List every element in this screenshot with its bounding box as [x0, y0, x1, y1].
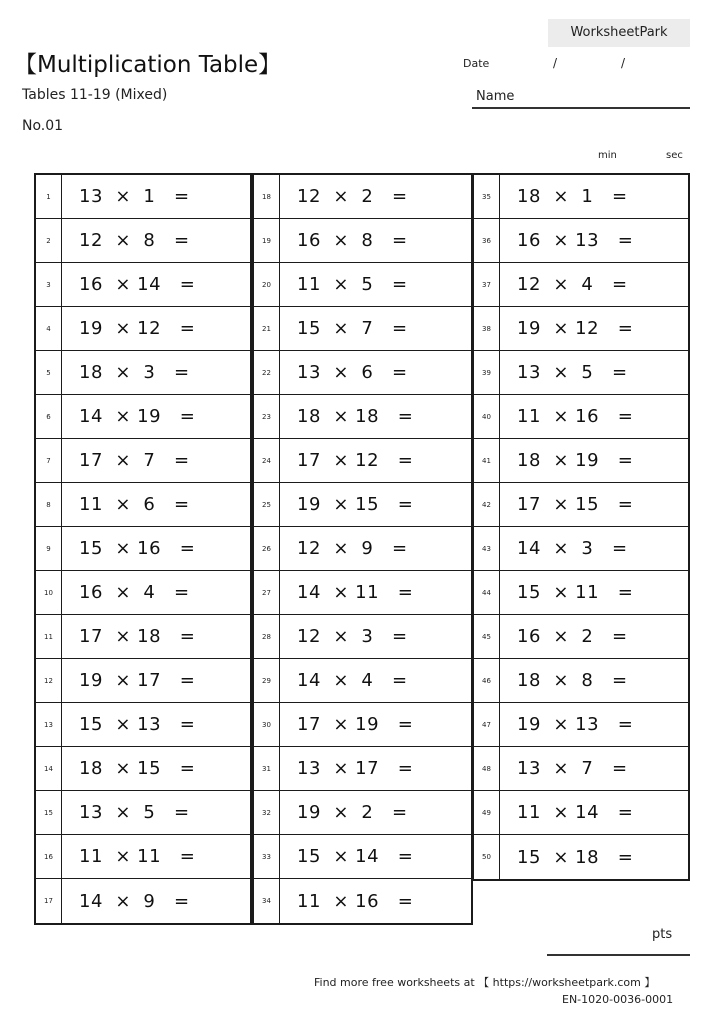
problem-row	[474, 175, 688, 219]
problem-number: 49	[474, 791, 500, 834]
problem-number: 30	[254, 703, 280, 746]
problem-number: 32	[254, 791, 280, 834]
problem-number: 22	[254, 351, 280, 394]
problem-text: 14 × 3 =	[517, 538, 628, 559]
problem-row	[474, 351, 688, 395]
problem-row	[36, 483, 250, 527]
problem-number: 33	[254, 835, 280, 878]
date-label: Date	[463, 57, 490, 70]
problem-number: 17	[36, 879, 62, 923]
problem-row	[254, 307, 471, 351]
problem-row	[474, 835, 688, 879]
problem-column-2	[252, 173, 473, 925]
problem-number: 37	[474, 263, 500, 306]
problem-text: 11 × 16 =	[297, 890, 414, 912]
problem-text: 19 × 12 =	[517, 318, 634, 339]
problem-number: 21	[254, 307, 280, 350]
problem-row	[254, 263, 471, 307]
problem-row	[474, 219, 688, 263]
problem-column-3	[472, 173, 690, 881]
problem-text: 14 × 9 =	[79, 890, 190, 912]
problem-row	[36, 307, 250, 351]
problem-number: 5	[36, 351, 62, 394]
worksheet-code: EN-1020-0036-0001	[562, 993, 674, 1006]
problem-number: 48	[474, 747, 500, 790]
problem-number: 45	[474, 615, 500, 658]
problem-number: 18	[254, 175, 280, 218]
problem-number: 10	[36, 571, 62, 614]
problem-row	[474, 571, 688, 615]
problem-text: 18 × 15 =	[79, 758, 196, 779]
problem-row	[254, 351, 471, 395]
problem-text: 15 × 16 =	[79, 538, 196, 559]
problem-number: 38	[474, 307, 500, 350]
problem-number: 26	[254, 527, 280, 570]
problem-number: 46	[474, 659, 500, 702]
problem-row	[36, 219, 250, 263]
problem-row	[254, 483, 471, 527]
problem-text: 17 × 15 =	[517, 494, 634, 515]
problem-text: 13 × 5 =	[79, 802, 190, 823]
problem-row	[474, 659, 688, 703]
problem-text: 16 × 4 =	[79, 582, 190, 603]
problem-number: 29	[254, 659, 280, 702]
problem-row	[36, 659, 250, 703]
problem-number: 47	[474, 703, 500, 746]
problem-number: 24	[254, 439, 280, 482]
problem-text: 18 × 19 =	[517, 450, 634, 471]
problem-number: 34	[254, 879, 280, 923]
problem-text: 19 × 2 =	[297, 802, 408, 823]
problem-text: 13 × 7 =	[517, 758, 628, 779]
problem-text: 18 × 18 =	[297, 406, 414, 427]
problem-row	[254, 703, 471, 747]
problem-row	[474, 439, 688, 483]
problem-number: 3	[36, 263, 62, 306]
footer-text: Find more free worksheets at 【 https://worksheetpark.com 】	[314, 976, 656, 989]
problem-row	[254, 527, 471, 571]
problem-text: 19 × 12 =	[79, 318, 196, 339]
problem-number: 31	[254, 747, 280, 790]
problem-text: 12 × 3 =	[297, 626, 408, 647]
problem-column-1	[34, 173, 252, 925]
problem-row	[36, 351, 250, 395]
problem-number: 25	[254, 483, 280, 526]
brand-badge: WorksheetPark	[548, 19, 690, 47]
problem-number: 42	[474, 483, 500, 526]
problem-text: 17 × 7 =	[79, 450, 190, 471]
problem-row	[36, 703, 250, 747]
problem-row	[474, 615, 688, 659]
problem-text: 18 × 8 =	[517, 670, 628, 691]
problem-text: 16 × 2 =	[517, 626, 628, 647]
problem-row	[254, 835, 471, 879]
problem-text: 15 × 13 =	[79, 714, 196, 735]
problem-number: 40	[474, 395, 500, 438]
problem-text: 11 × 11 =	[79, 846, 196, 867]
problem-text: 17 × 19 =	[297, 714, 414, 735]
problem-row	[254, 175, 471, 219]
page-title: 【Multiplication Table】	[14, 52, 282, 78]
problem-row	[254, 439, 471, 483]
problem-number: 8	[36, 483, 62, 526]
problem-row	[36, 527, 250, 571]
problem-row	[36, 439, 250, 483]
problem-row	[474, 527, 688, 571]
problem-row	[36, 615, 250, 659]
problem-row	[474, 791, 688, 835]
problem-text: 19 × 15 =	[297, 494, 414, 515]
problem-text: 12 × 9 =	[297, 538, 408, 559]
problem-number: 13	[36, 703, 62, 746]
problem-text: 18 × 1 =	[517, 186, 628, 207]
points-label: pts	[652, 927, 673, 942]
problem-text: 15 × 11 =	[517, 582, 634, 603]
problem-text: 15 × 7 =	[297, 318, 408, 339]
problem-row	[36, 263, 250, 307]
problem-number: 44	[474, 571, 500, 614]
problem-text: 12 × 4 =	[517, 274, 628, 295]
problem-number: 4	[36, 307, 62, 350]
problem-text: 17 × 12 =	[297, 450, 414, 471]
problem-text: 13 × 1 =	[79, 186, 190, 207]
problem-row	[36, 175, 250, 219]
problem-row	[254, 395, 471, 439]
problem-row	[254, 571, 471, 615]
problem-row	[254, 879, 471, 923]
page-subtitle: Tables 11-19 (Mixed)	[22, 87, 168, 103]
problem-text: 17 × 18 =	[79, 626, 196, 647]
problem-number: 39	[474, 351, 500, 394]
problem-number: 2	[36, 219, 62, 262]
sec-label: sec	[666, 150, 683, 161]
problem-text: 16 × 8 =	[297, 230, 408, 251]
problem-text: 13 × 5 =	[517, 362, 628, 383]
problem-number: 19	[254, 219, 280, 262]
sheet-number: No.01	[22, 118, 64, 134]
problem-text: 13 × 17 =	[297, 758, 414, 779]
problem-number: 7	[36, 439, 62, 482]
problem-text: 12 × 8 =	[79, 230, 190, 251]
problem-number: 16	[36, 835, 62, 878]
problem-number: 50	[474, 835, 500, 879]
problem-number: 11	[36, 615, 62, 658]
problem-number: 9	[36, 527, 62, 570]
problem-number: 36	[474, 219, 500, 262]
problem-row	[36, 791, 250, 835]
problem-row	[254, 219, 471, 263]
problem-row	[36, 835, 250, 879]
problem-text: 12 × 2 =	[297, 186, 408, 207]
problem-row	[474, 483, 688, 527]
problem-row	[254, 659, 471, 703]
problem-row	[474, 307, 688, 351]
problem-number: 12	[36, 659, 62, 702]
problem-text: 11 × 5 =	[297, 274, 408, 295]
problem-text: 13 × 6 =	[297, 362, 408, 383]
min-label: min	[598, 150, 617, 161]
problem-text: 11 × 6 =	[79, 494, 190, 515]
date-separator: /	[621, 56, 626, 70]
problem-text: 14 × 11 =	[297, 582, 414, 603]
problem-row	[36, 747, 250, 791]
problem-text: 11 × 16 =	[517, 406, 634, 427]
problem-number: 14	[36, 747, 62, 790]
problem-text: 14 × 19 =	[79, 406, 196, 427]
problem-number: 1	[36, 175, 62, 218]
name-label: Name	[476, 89, 515, 104]
problem-text: 16 × 14 =	[79, 274, 196, 295]
problem-number: 20	[254, 263, 280, 306]
name-field-line[interactable]	[472, 107, 690, 109]
problem-number: 15	[36, 791, 62, 834]
date-separator: /	[553, 56, 558, 70]
problem-number: 35	[474, 175, 500, 218]
problem-row	[474, 395, 688, 439]
problem-row	[254, 791, 471, 835]
problem-number: 27	[254, 571, 280, 614]
problem-row	[254, 615, 471, 659]
problem-number: 41	[474, 439, 500, 482]
points-field-line[interactable]	[547, 954, 690, 956]
problem-text: 14 × 4 =	[297, 670, 408, 691]
problem-text: 19 × 13 =	[517, 714, 634, 735]
problem-text: 16 × 13 =	[517, 230, 634, 251]
problem-row	[254, 747, 471, 791]
problem-number: 23	[254, 395, 280, 438]
problem-row	[474, 703, 688, 747]
problem-text: 15 × 18 =	[517, 846, 634, 868]
problem-row	[474, 747, 688, 791]
problem-text: 15 × 14 =	[297, 846, 414, 867]
problem-number: 6	[36, 395, 62, 438]
problem-text: 18 × 3 =	[79, 362, 190, 383]
problem-row	[36, 879, 250, 923]
problem-text: 19 × 17 =	[79, 670, 196, 691]
problem-row	[36, 571, 250, 615]
problem-text: 11 × 14 =	[517, 802, 634, 823]
problem-row	[36, 395, 250, 439]
problem-number: 43	[474, 527, 500, 570]
problem-number: 28	[254, 615, 280, 658]
problem-row	[474, 263, 688, 307]
